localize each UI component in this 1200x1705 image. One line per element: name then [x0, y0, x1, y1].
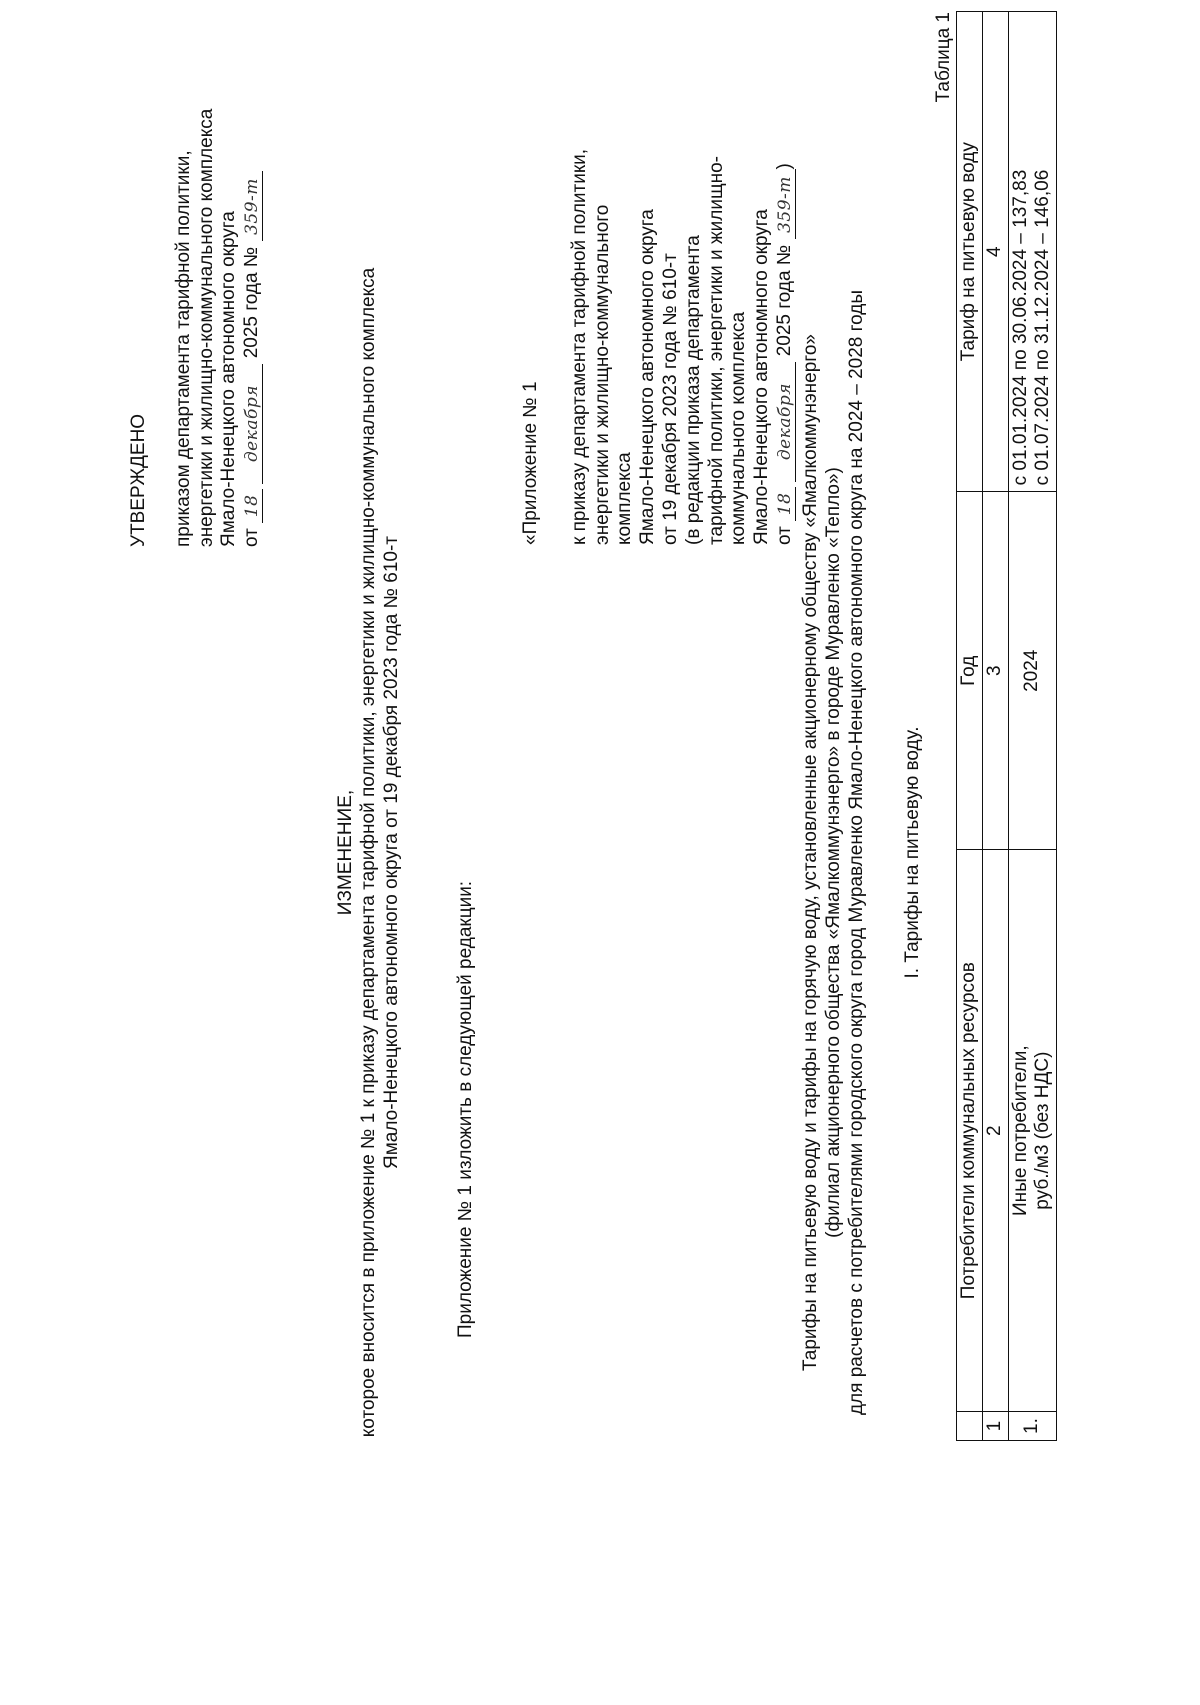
approval-line-2: энергетики и жилищно-коммунального комплекса [195, 108, 217, 547]
appendix-year-text: 2025 года № [773, 244, 795, 357]
table-header-cell: Потребители коммунальных ресурсов [957, 850, 983, 1412]
appendix-line: к приказу департамента тарифной политики, [568, 148, 590, 545]
appendix-line: энергетики и жилищно-коммунального [591, 204, 613, 545]
appendix-line: Ямало-Ненецкого автономного округа [637, 209, 659, 545]
change-heading: ИЗМЕНЕНИЕ, [335, 789, 356, 916]
table-row-consumer [1008, 850, 1057, 1412]
approval-title: УТВЕРЖДЕНО [128, 413, 149, 547]
tariff-line-2: с 01.07.2024 по 31.12.2024 – 146,06 [1032, 169, 1054, 486]
appendix-line: от 19 декабря 2023 года № 610-т [659, 253, 681, 545]
table-caption: Таблица 1 [933, 12, 954, 103]
table-header-row [957, 12, 983, 1441]
table-row [1008, 12, 1057, 1441]
appendix-number: 359-т [776, 169, 796, 239]
appendix-date-prefix: от [773, 526, 795, 545]
approval-month: декабря [243, 364, 263, 484]
appendix-month: декабря [776, 362, 796, 482]
table-header-cell: Год [957, 492, 983, 850]
tariffs-title-line-2: (филиал акционерного общества «Ямалкоммунэнерго» в городе Муравленко «Тепло») [822, 467, 844, 1238]
table-colnum-cell: 4 [982, 12, 1008, 492]
appendix-line: Ямало-Ненецкого автономного округа [751, 209, 773, 545]
table-row-index: 1. [1008, 1412, 1057, 1441]
table-colnum-cell: 1 [982, 1412, 1008, 1441]
approval-number: 359-т [243, 171, 263, 241]
table-colnum-row [982, 12, 1008, 1441]
table-header-cell: Тариф на питьевую воду [957, 12, 983, 492]
appendix-day: 18 [776, 487, 796, 521]
appendix-line: комплекса [614, 452, 636, 545]
approval-day: 18 [243, 489, 263, 523]
table-row-tariff [1008, 12, 1057, 492]
tariffs-title-block [800, 0, 868, 1705]
table-colnum-cell: 2 [982, 850, 1008, 1412]
approval-line-3: Ямало-Ненецкого автономного округа [218, 211, 240, 547]
tariff-table [956, 11, 1057, 1441]
appendix-head: «Приложение № 1 [520, 381, 541, 545]
appendix-block [520, 65, 797, 545]
appendix-line: коммунального комплекса [728, 311, 750, 545]
change-line-2: Ямало-Ненецкого автономного округа от 19 декабря 2023 года № 610-т [380, 536, 402, 1169]
section-title: I. Тарифы на питьевую воду. [902, 726, 923, 979]
change-line-1: которое вносится в приложение № 1 к приказу департамента тарифной политики, энергетики и жилищно-коммунального комплекса [357, 267, 379, 1438]
change-heading-block [335, 0, 403, 1705]
approval-line-1: приказом департамента тарифной политики, [172, 150, 194, 547]
appendix-line: (в редакции приказа департамента [682, 235, 704, 545]
approval-block [128, 7, 264, 547]
approval-date-prefix: от [241, 528, 263, 547]
appendix-date-line: от 18 декабря 2025 года № 359-т) [773, 163, 795, 545]
instruction-text: Приложение № 1 изложить в следующей редакции: [455, 880, 476, 1338]
table-row-year: 2024 [1008, 492, 1057, 850]
table-header-cell [957, 1412, 983, 1441]
consumer-line-1: Иные потребители, [1009, 1045, 1031, 1216]
table-colnum-cell: 3 [982, 492, 1008, 850]
tariffs-title-line-1: Тарифы на питьевую воду и тарифы на горячую воду, установленные акционерному обществу «Ямалкоммунэнерго» [800, 334, 821, 1371]
appendix-line: тарифной политики, энергетики и жилищно- [705, 156, 727, 545]
approval-year-text: 2025 года № [241, 246, 263, 359]
tariffs-title-line-3: для расчетов с потребителями городского округа город Муравленко Ямало-Ненецкого автономного округа на 2024 – 2028 годы [845, 289, 867, 1416]
consumer-line-2: руб./м3 (без НДС) [1032, 1051, 1054, 1210]
approval-date-line [241, 7, 264, 547]
tariff-line-1: с 01.01.2024 по 30.06.2024 – 137,83 [1009, 169, 1031, 486]
